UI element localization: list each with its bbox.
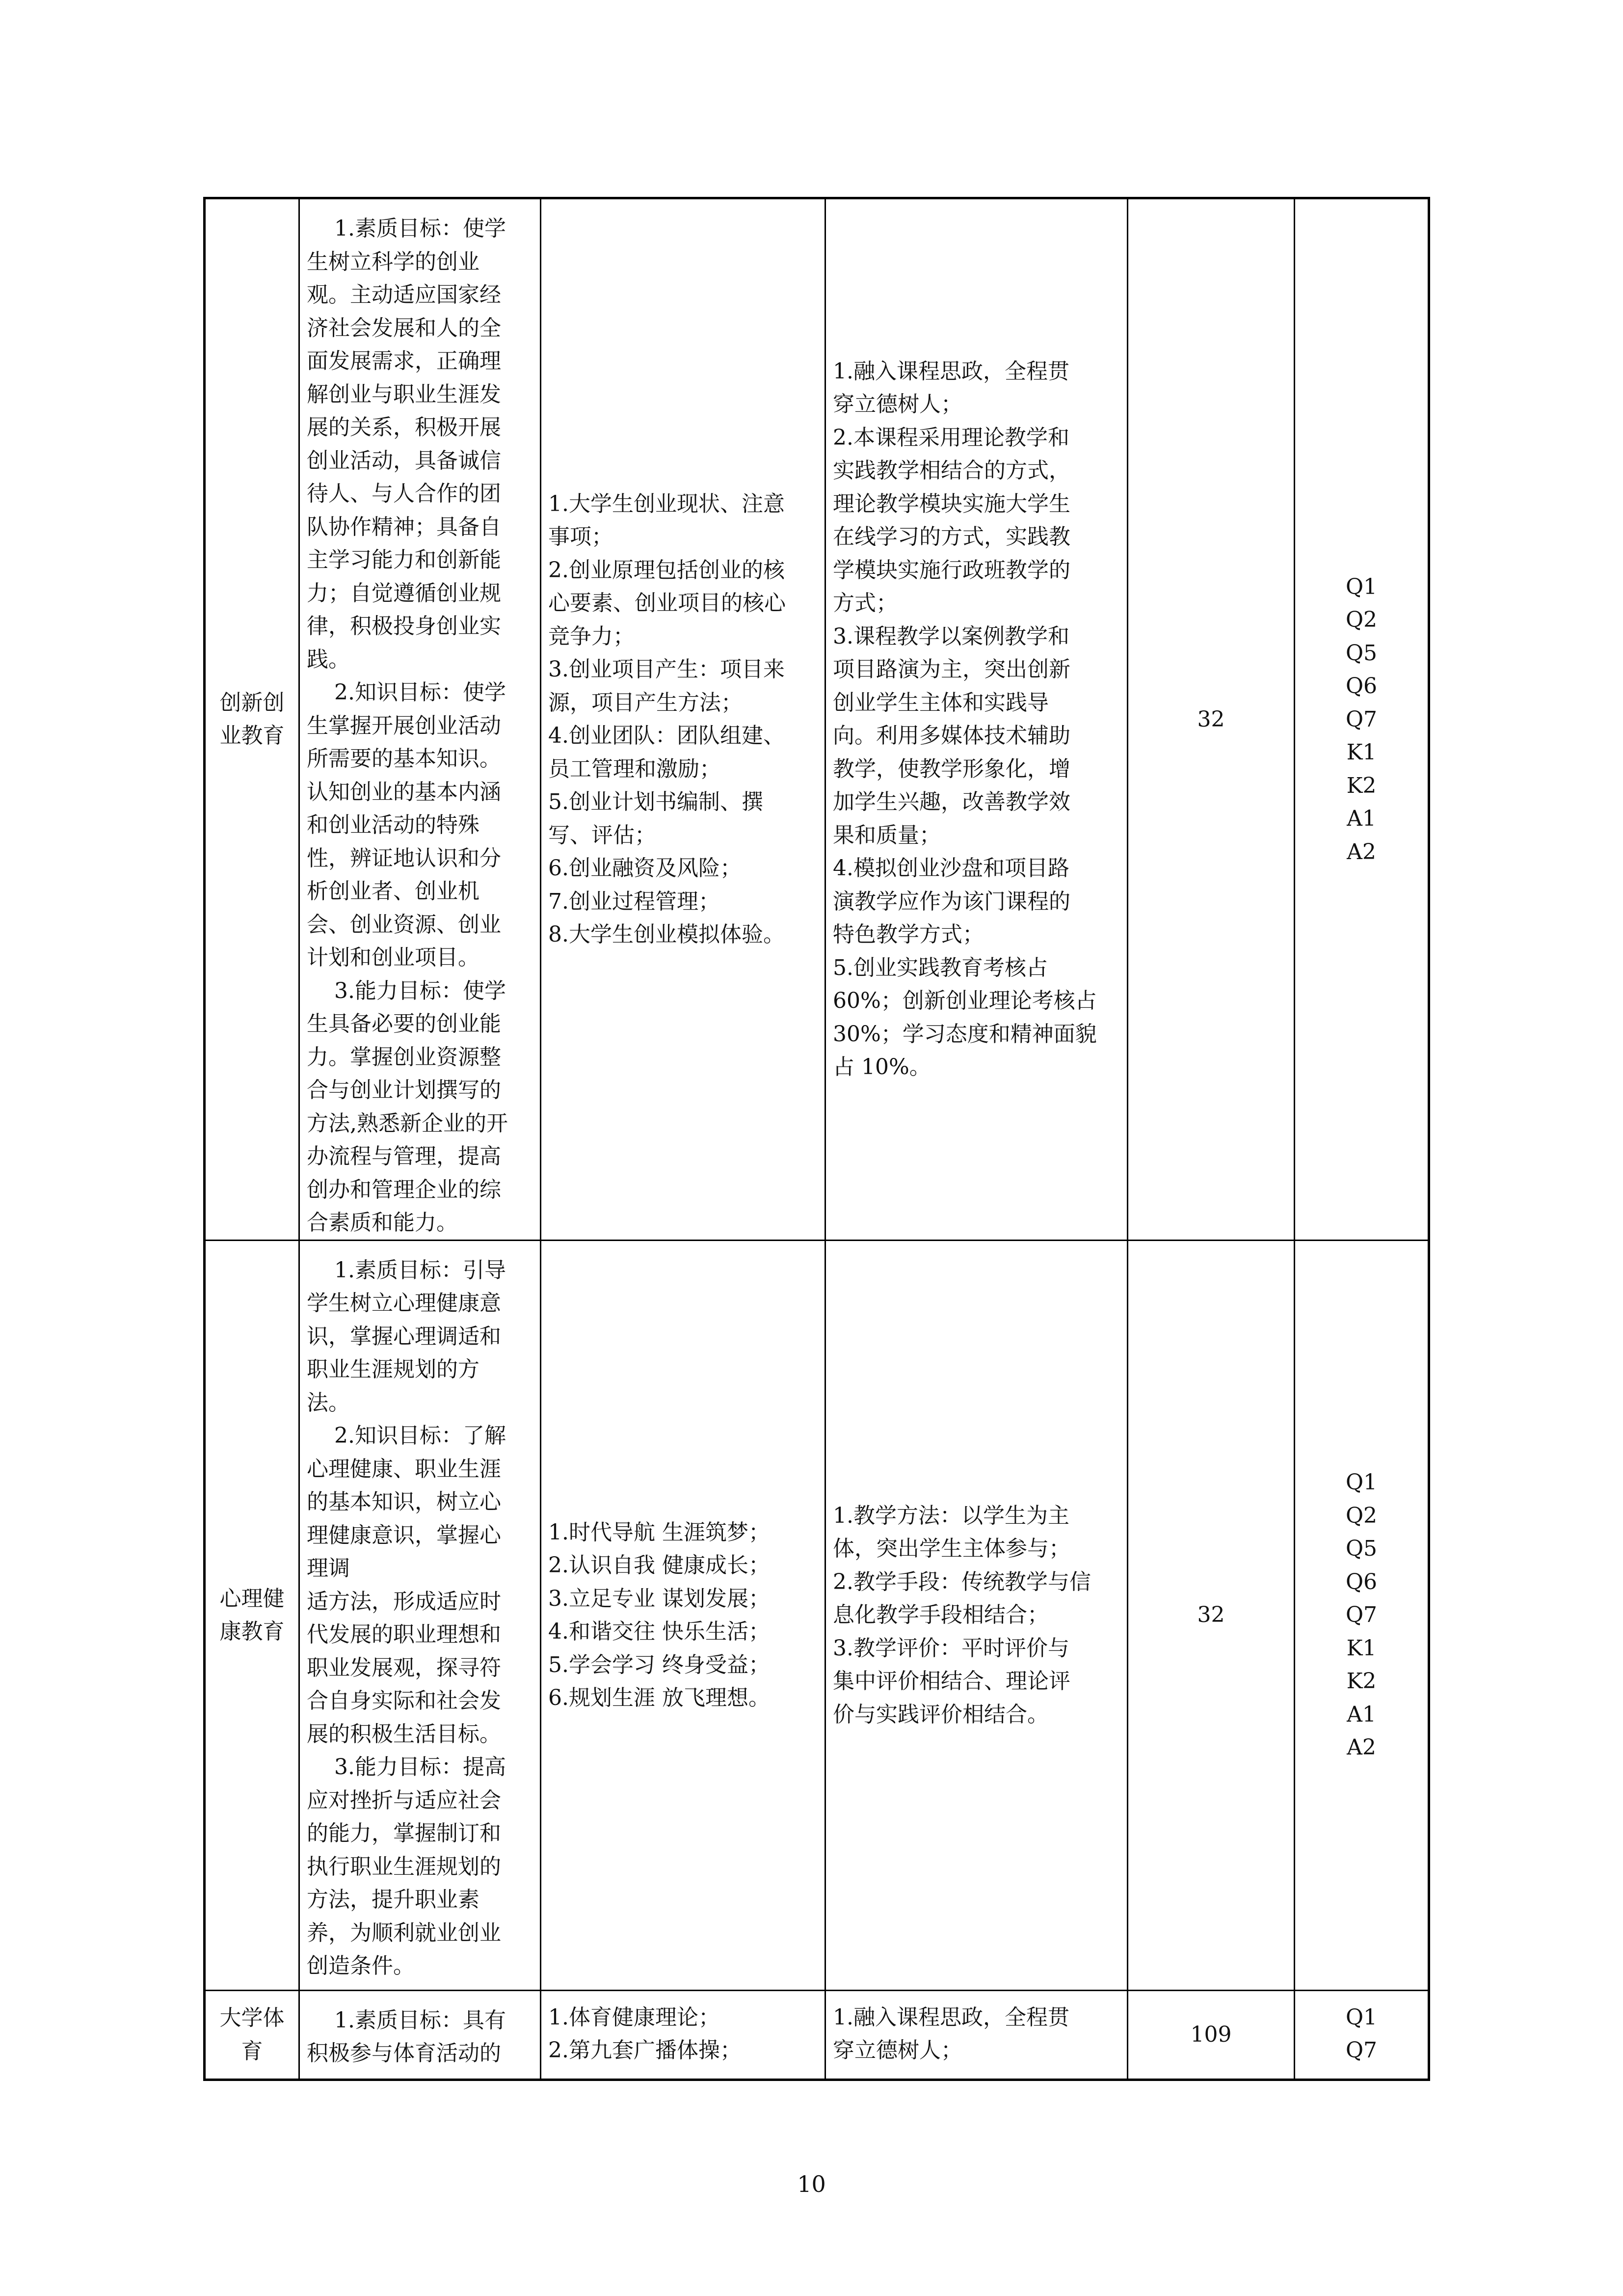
goal-line: 理调 (307, 1556, 350, 1581)
course-name-cell (205, 1990, 299, 2080)
content-line: 心要素、创业项目的核心 (548, 591, 786, 616)
method-line: 项目路演为主，突出创新 (833, 657, 1070, 682)
outcome-code: Q6 (1345, 674, 1378, 699)
goal-line: 践。 (307, 647, 350, 672)
method-line: 价与实践评价相结合。 (833, 1702, 1049, 1727)
content-line: 源，项目产生方法； (548, 690, 743, 715)
goal-line: 创造条件。 (307, 1953, 415, 1978)
goal-line: 3.能力目标：使学 (334, 978, 506, 1003)
goal-line: 的基本知识，树立心 (307, 1489, 501, 1514)
outcome-code: Q1 (1345, 574, 1378, 599)
goal-line: 展的关系，积极开展 (307, 415, 501, 440)
goal-line: 1.素质目标：使学 (334, 216, 506, 241)
content-line: 6.规划生涯 放飞理想。 (548, 1685, 770, 1710)
content-line: 3.立足专业 谋划发展； (548, 1586, 770, 1611)
goal-line: 办流程与管理，提高 (307, 1144, 501, 1169)
goal-line: 生掌握开展创业活动 (307, 713, 501, 738)
method-line: 占 10%。 (833, 1054, 931, 1080)
goal-line: 识，掌握心理调适和 (307, 1324, 501, 1349)
method-line: 穿立德树人； (833, 392, 962, 417)
outcome-code: A2 (1347, 1735, 1376, 1760)
goal-line: 执行职业生涯规划的 (307, 1854, 501, 1879)
table-row (205, 1990, 1429, 2080)
method-line: 1.融入课程思政，全程贯 (833, 358, 1069, 384)
content-line: 1.时代导航 生涯筑梦； (548, 1519, 770, 1545)
method-line: 4.模拟创业沙盘和项目路 (833, 856, 1069, 881)
teaching-method-cell (825, 1240, 1128, 1990)
goal-line: 养，为顺利就业创业 (307, 1920, 501, 1945)
goal-line: 方法,熟悉新企业的开 (307, 1110, 508, 1136)
hours-value: 109 (1190, 2022, 1232, 2047)
goal-line: 合素质和能力。 (307, 1210, 458, 1235)
content-line: 1.体育健康理论； (548, 2004, 720, 2030)
goal-line: 2.知识目标：了解 (334, 1423, 506, 1448)
goal-line: 所需要的基本知识。 (307, 746, 501, 771)
goal-line: 律，积极投身创业实 (307, 614, 501, 639)
outcome-code: Q2 (1345, 1503, 1378, 1528)
course-goals-cell (299, 198, 541, 1241)
method-line: 特色教学方式； (833, 922, 984, 947)
outcome-code: A2 (1347, 839, 1376, 864)
method-line: 1.教学方法：以学生为主 (833, 1503, 1069, 1528)
goal-line: 济社会发展和人的全 (307, 315, 501, 341)
course-name-line: 育 (241, 2038, 263, 2064)
outcome-code: K1 (1346, 740, 1377, 765)
method-line: 3.教学评价：平时评价与 (833, 1635, 1069, 1661)
method-line: 5.创业实践教育考核占 (833, 955, 1048, 980)
goal-line: 计划和创业项目。 (307, 945, 479, 970)
method-line: 3.课程教学以案例教学和 (833, 623, 1069, 649)
goal-line: 适方法，形成适应时 (307, 1589, 501, 1614)
method-line: 穿立德树人； (833, 2038, 962, 2063)
goal-line: 应对挫折与适应社会 (307, 1787, 501, 1813)
teaching-method-cell (825, 1990, 1128, 2080)
content-line: 写、评估； (548, 822, 656, 848)
goal-line: 生树立科学的创业 (307, 249, 479, 274)
page-number: 10 (797, 2171, 826, 2197)
method-line: 果和质量； (833, 822, 941, 848)
goal-line: 面发展需求，正确理 (307, 349, 501, 374)
content-line: 事项； (548, 524, 613, 550)
course-name-line: 康教育 (219, 1619, 285, 1644)
goal-line: 认知创业的基本内涵 (307, 779, 501, 805)
content-line: 5.学会学习 终身受益； (548, 1652, 770, 1677)
method-line: 30%；学习态度和精神面貌 (833, 1021, 1097, 1047)
method-line: 实践教学相结合的方式， (833, 458, 1070, 484)
content-line: 4.创业团队：团队组建、 (548, 723, 785, 749)
table-body (205, 198, 1429, 2080)
outcome-code: A1 (1347, 1702, 1376, 1727)
outcome-code: Q5 (1345, 640, 1378, 666)
course-goals-cell (299, 1990, 541, 2080)
outcome-code: K2 (1346, 1669, 1377, 1694)
goal-line: 创业活动，具备诚信 (307, 448, 501, 473)
outcome-code: K1 (1346, 1635, 1377, 1661)
outcome-codes-cell (1295, 198, 1429, 1241)
method-line: 教学，使教学形象化，增 (833, 756, 1070, 782)
content-line: 3.创业项目产生：项目来 (548, 657, 785, 682)
hours-cell (1128, 1240, 1295, 1990)
goal-line: 理健康意识，掌握心 (307, 1522, 501, 1548)
goal-line: 生具备必要的创业能 (307, 1011, 501, 1036)
goal-line: 析创业者、创业机 (307, 879, 479, 904)
course-content-cell (541, 198, 825, 1241)
outcome-codes-cell (1295, 1240, 1429, 1990)
course-name-line: 创新创 (219, 690, 285, 715)
hours-cell (1128, 198, 1295, 1241)
outcome-code: A1 (1347, 806, 1376, 831)
goal-line: 展的积极生活目标。 (307, 1721, 501, 1747)
hours-value: 32 (1197, 706, 1225, 732)
table-row (205, 1240, 1429, 1990)
goal-line: 主学习能力和创新能 (307, 547, 501, 572)
goal-line: 和创业活动的特殊 (307, 812, 479, 837)
content-line: 竞争力； (548, 623, 635, 649)
content-line: 2.认识自我 健康成长； (548, 1553, 770, 1578)
goal-line: 观。主动适应国家经 (307, 282, 501, 307)
method-line: 演教学应作为该门课程的 (833, 889, 1070, 914)
content-line: 2.第九套广播体操； (548, 2038, 742, 2063)
method-line: 加学生兴趣，改善教学效 (833, 789, 1070, 815)
outcome-codes-cell (1295, 1990, 1429, 2080)
teaching-method-cell (825, 198, 1128, 1241)
goal-line: 力；自觉遵循创业规 (307, 580, 501, 606)
goal-line: 方法，提升职业素 (307, 1887, 479, 1912)
content-line: 1.大学生创业现状、注意 (548, 491, 785, 516)
content-line: 6.创业融资及风险； (548, 856, 742, 881)
method-line: 创业学生主体和实践导 (833, 690, 1049, 715)
method-line: 2.教学手段：传统教学与信 (833, 1569, 1091, 1594)
content-line: 8.大学生创业模拟体验。 (548, 922, 785, 947)
table-row (205, 198, 1429, 1241)
course-name-line: 业教育 (219, 723, 285, 749)
method-line: 2.本课程采用理论教学和 (833, 425, 1069, 450)
goal-line: 合自身实际和社会发 (307, 1688, 501, 1713)
method-line: 1.融入课程思政，全程贯 (833, 2004, 1069, 2030)
goal-line: 职业生涯规划的方 (307, 1357, 479, 1382)
goal-line: 合与创业计划撰写的 (307, 1078, 501, 1103)
course-content-cell (541, 1240, 825, 1990)
outcome-code: Q7 (1345, 2038, 1378, 2063)
method-line: 学模块实施行政班教学的 (833, 557, 1070, 583)
goal-line: 会、创业资源、创业 (307, 912, 501, 937)
hours-cell (1128, 1990, 1295, 2080)
outcome-code: Q1 (1345, 2004, 1378, 2030)
content-line: 4.和谐交往 快乐生活； (548, 1619, 770, 1644)
outcome-code: K2 (1346, 773, 1377, 798)
method-line: 理论教学模块实施大学生 (833, 491, 1070, 516)
goal-line: 法。 (307, 1390, 350, 1415)
course-content-cell (541, 1990, 825, 2080)
method-line: 息化教学手段相结合； (833, 1602, 1049, 1628)
outcome-code: Q6 (1345, 1569, 1378, 1594)
outcome-code: Q7 (1345, 706, 1378, 732)
goal-line: 3.能力目标：提高 (334, 1755, 506, 1780)
goal-line: 积极参与体育活动的 (307, 2041, 501, 2066)
goal-line: 职业发展观，探寻符 (307, 1655, 501, 1680)
goal-line: 代发展的职业理想和 (307, 1622, 501, 1647)
goal-line: 力。掌握创业资源整 (307, 1044, 501, 1070)
method-line: 在线学习的方式，实践教 (833, 524, 1070, 550)
content-line: 7.创业过程管理； (548, 889, 720, 914)
course-name-line: 心理健 (219, 1586, 285, 1611)
content-line: 员工管理和激励； (548, 756, 721, 782)
goal-line: 解创业与职业生涯发 (307, 381, 501, 407)
goal-line: 1.素质目标：引导 (334, 1257, 506, 1283)
method-line: 方式； (833, 591, 898, 616)
outcome-code: Q1 (1345, 1470, 1378, 1495)
hours-value: 32 (1197, 1602, 1225, 1628)
course-name-cell (205, 1240, 299, 1990)
course-goals-cell (299, 1240, 541, 1990)
goal-line: 的能力，掌握制订和 (307, 1821, 501, 1846)
content-line: 2.创业原理包括创业的核 (548, 557, 785, 583)
method-line: 60%；创新创业理论考核占 (833, 988, 1097, 1014)
goal-line: 性，辨证地认识和分 (307, 845, 501, 871)
goal-line: 2.知识目标：使学 (334, 680, 506, 705)
outcome-code: Q5 (1345, 1536, 1378, 1562)
goal-line: 心理健康、职业生涯 (307, 1456, 501, 1482)
goal-line: 待人、与人合作的团 (307, 481, 501, 506)
goal-line: 队协作精神；具备自 (307, 514, 501, 540)
goal-line: 1.素质目标：具有 (334, 2007, 506, 2033)
method-line: 向。利用多媒体技术辅助 (833, 723, 1070, 749)
course-table (203, 197, 1430, 2081)
method-line: 集中评价相结合、理论评 (833, 1669, 1070, 1694)
method-line: 体，突出学生主体参与； (833, 1536, 1070, 1562)
goal-line: 学生树立心理健康意 (307, 1291, 501, 1316)
content-line: 5.创业计划书编制、撰 (548, 789, 763, 815)
outcome-code: Q2 (1345, 607, 1378, 632)
goal-line: 创办和管理企业的综 (307, 1177, 501, 1202)
course-name-line: 大学体 (219, 2005, 285, 2030)
outcome-code: Q7 (1345, 1602, 1378, 1628)
course-name-cell (205, 198, 299, 1241)
